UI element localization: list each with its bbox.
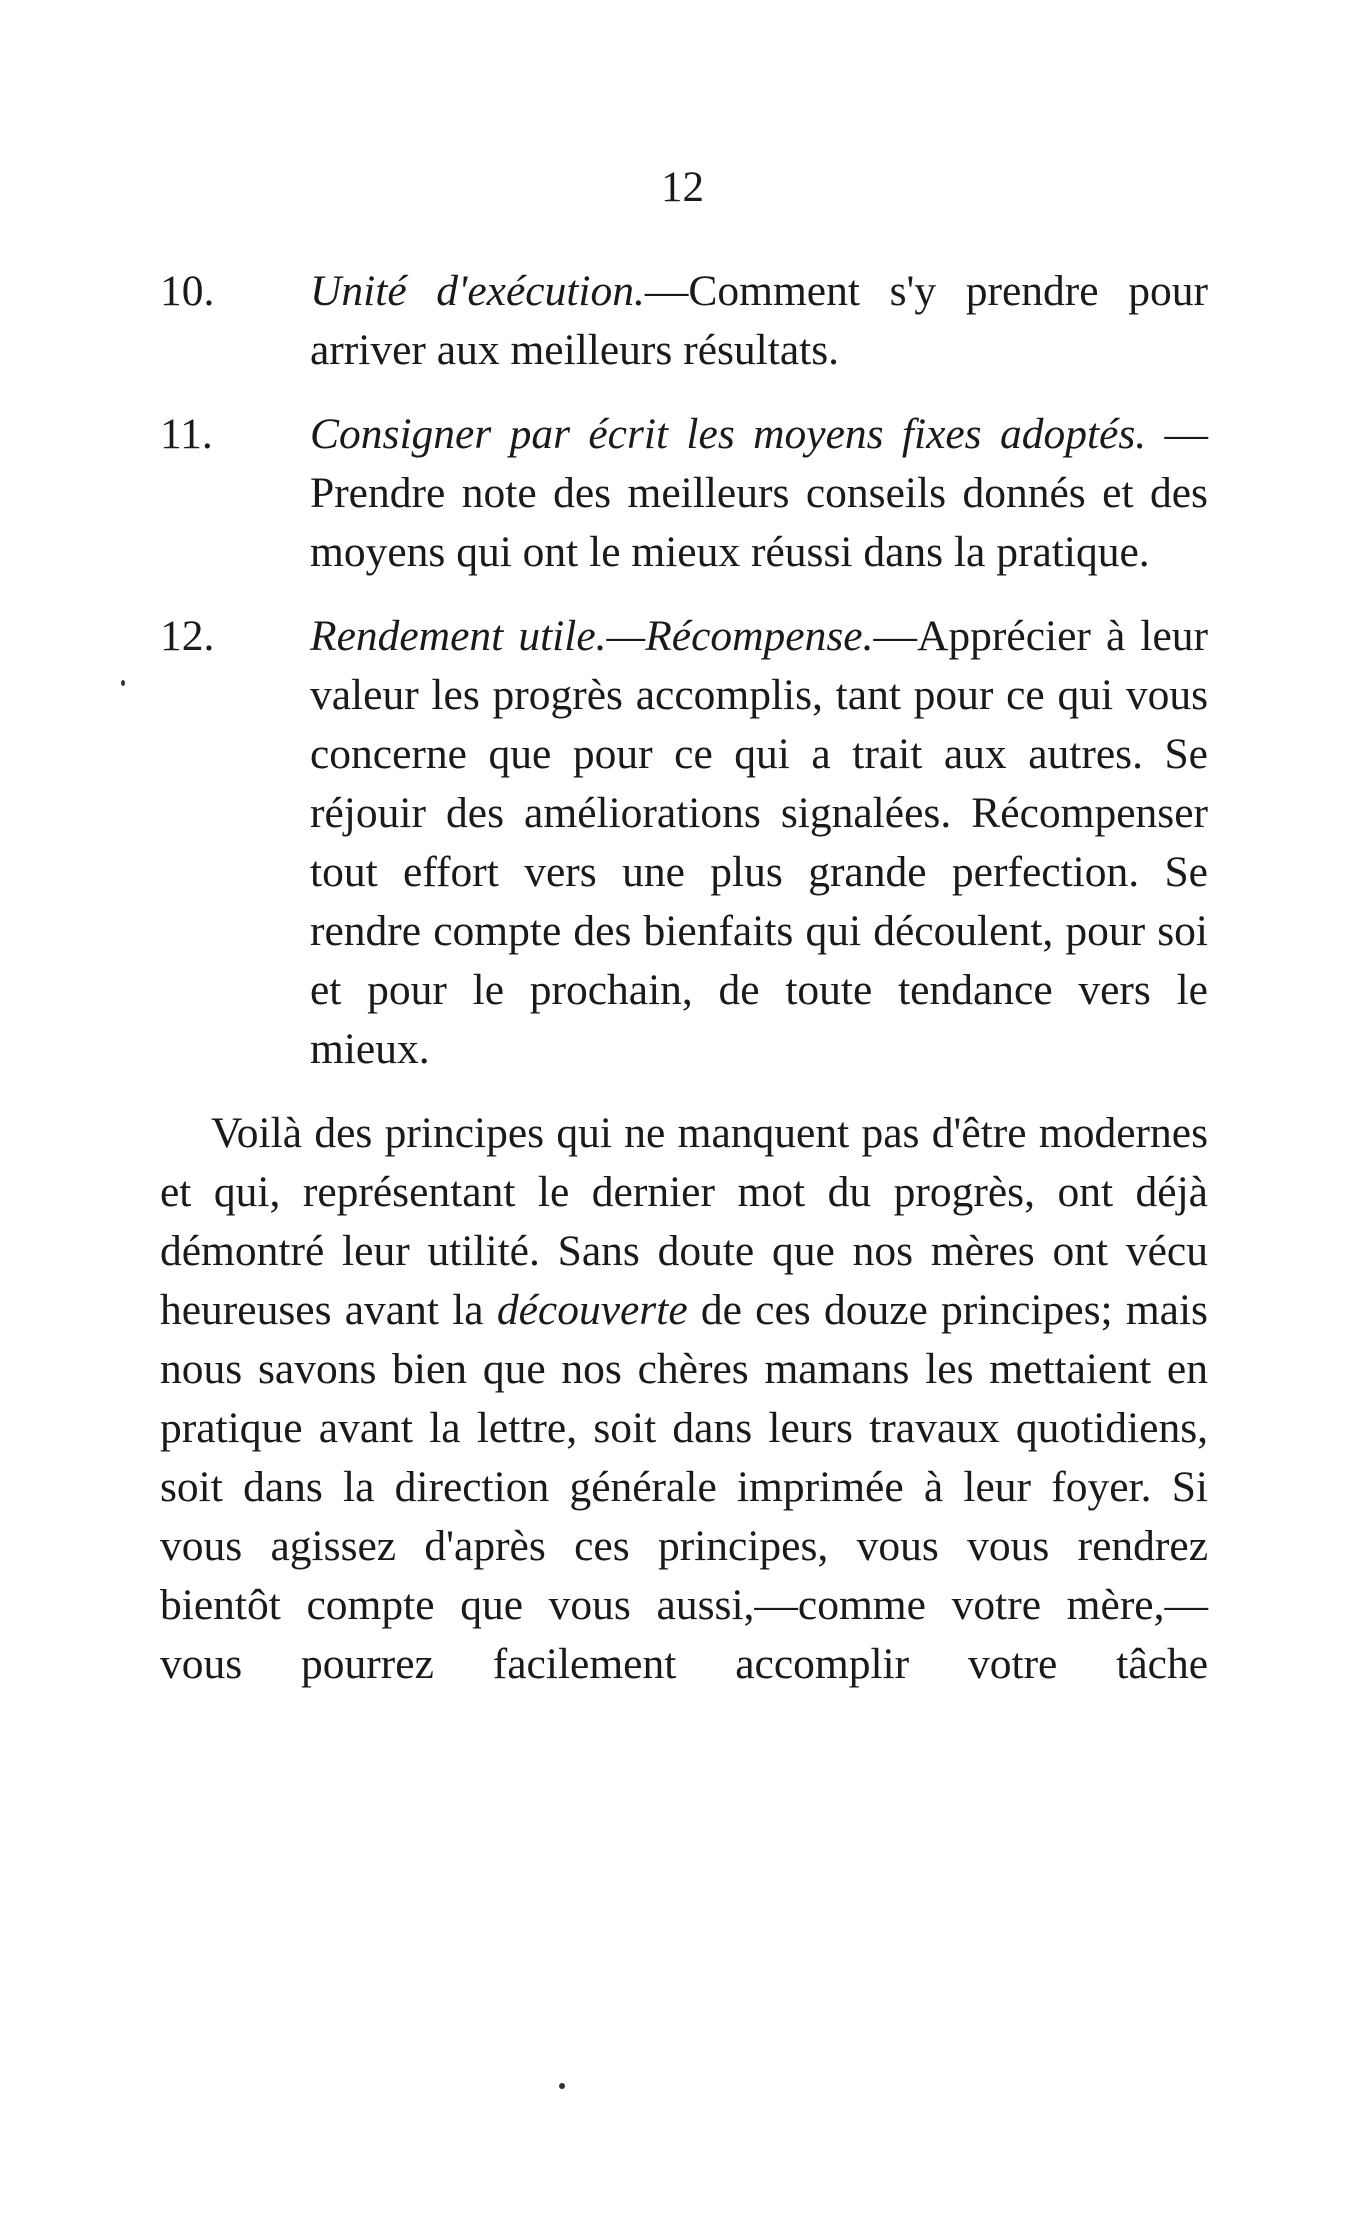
list-item-12: [160, 607, 1208, 1079]
list-item-10: [160, 262, 1208, 380]
ink-speck: [121, 680, 125, 686]
list-item-text: —Apprécier à leur valeur les progrès accomplis, tant pour ce qui vous concerne que pour ce qui a trait aux autres. Se réjouir des améliorations signalées. Récompenser tout effort vers une plus grande perfection. Se rendre compte des bienfaits qui découlent, pour soi et pour le prochain, de toute tendance vers le mieux.: [310, 612, 1208, 1073]
ink-speck: [559, 2083, 565, 2089]
list-number: 12.: [160, 612, 215, 660]
list-item-heading: Rendement utile.—Récompense.: [310, 612, 874, 660]
page-number: 12: [661, 164, 704, 211]
list-item-text: —Comment s'y prendre pour arriver aux meilleurs résultats.: [310, 267, 1208, 374]
list-item-text: —Prendre note des meilleurs conseils donnés et des moyens qui ont le mieux réussi dans la pratique.: [310, 410, 1208, 576]
paragraph-emphasis: découverte: [496, 1286, 688, 1334]
paragraph-text-continued: de ces douze principes; mais nous savons bien que nos chères mamans les mettaient en pratique avant la lettre, soit dans leurs travaux quotidiens, soit dans la direction générale imprimée à leur foyer. Si vous agissez d'après ces principes, vous vous rendrez bientôt compte que vous aussi,—comme votre mère,— vous pourrez facilement accomplir votre tâche: [160, 1286, 1208, 1688]
page-body: [160, 262, 1208, 1738]
list-item-heading: Unité d'exécution.: [310, 267, 645, 315]
paragraph-text: Voilà des principes qui ne manquent pas d'être modernes et qui, représentant le dernier mot du progrès, ont déjà démontré leur utilité. Sans doute que nos mères ont vécu heureuses avant la: [160, 1109, 1208, 1334]
list-number: 10.: [160, 267, 215, 315]
list-item-heading: Consigner par écrit les moyens fixes adoptés.: [310, 410, 1147, 458]
body-paragraph: [160, 1104, 1208, 1694]
list-number: 11.: [160, 410, 213, 458]
list-item-11: [160, 405, 1208, 582]
